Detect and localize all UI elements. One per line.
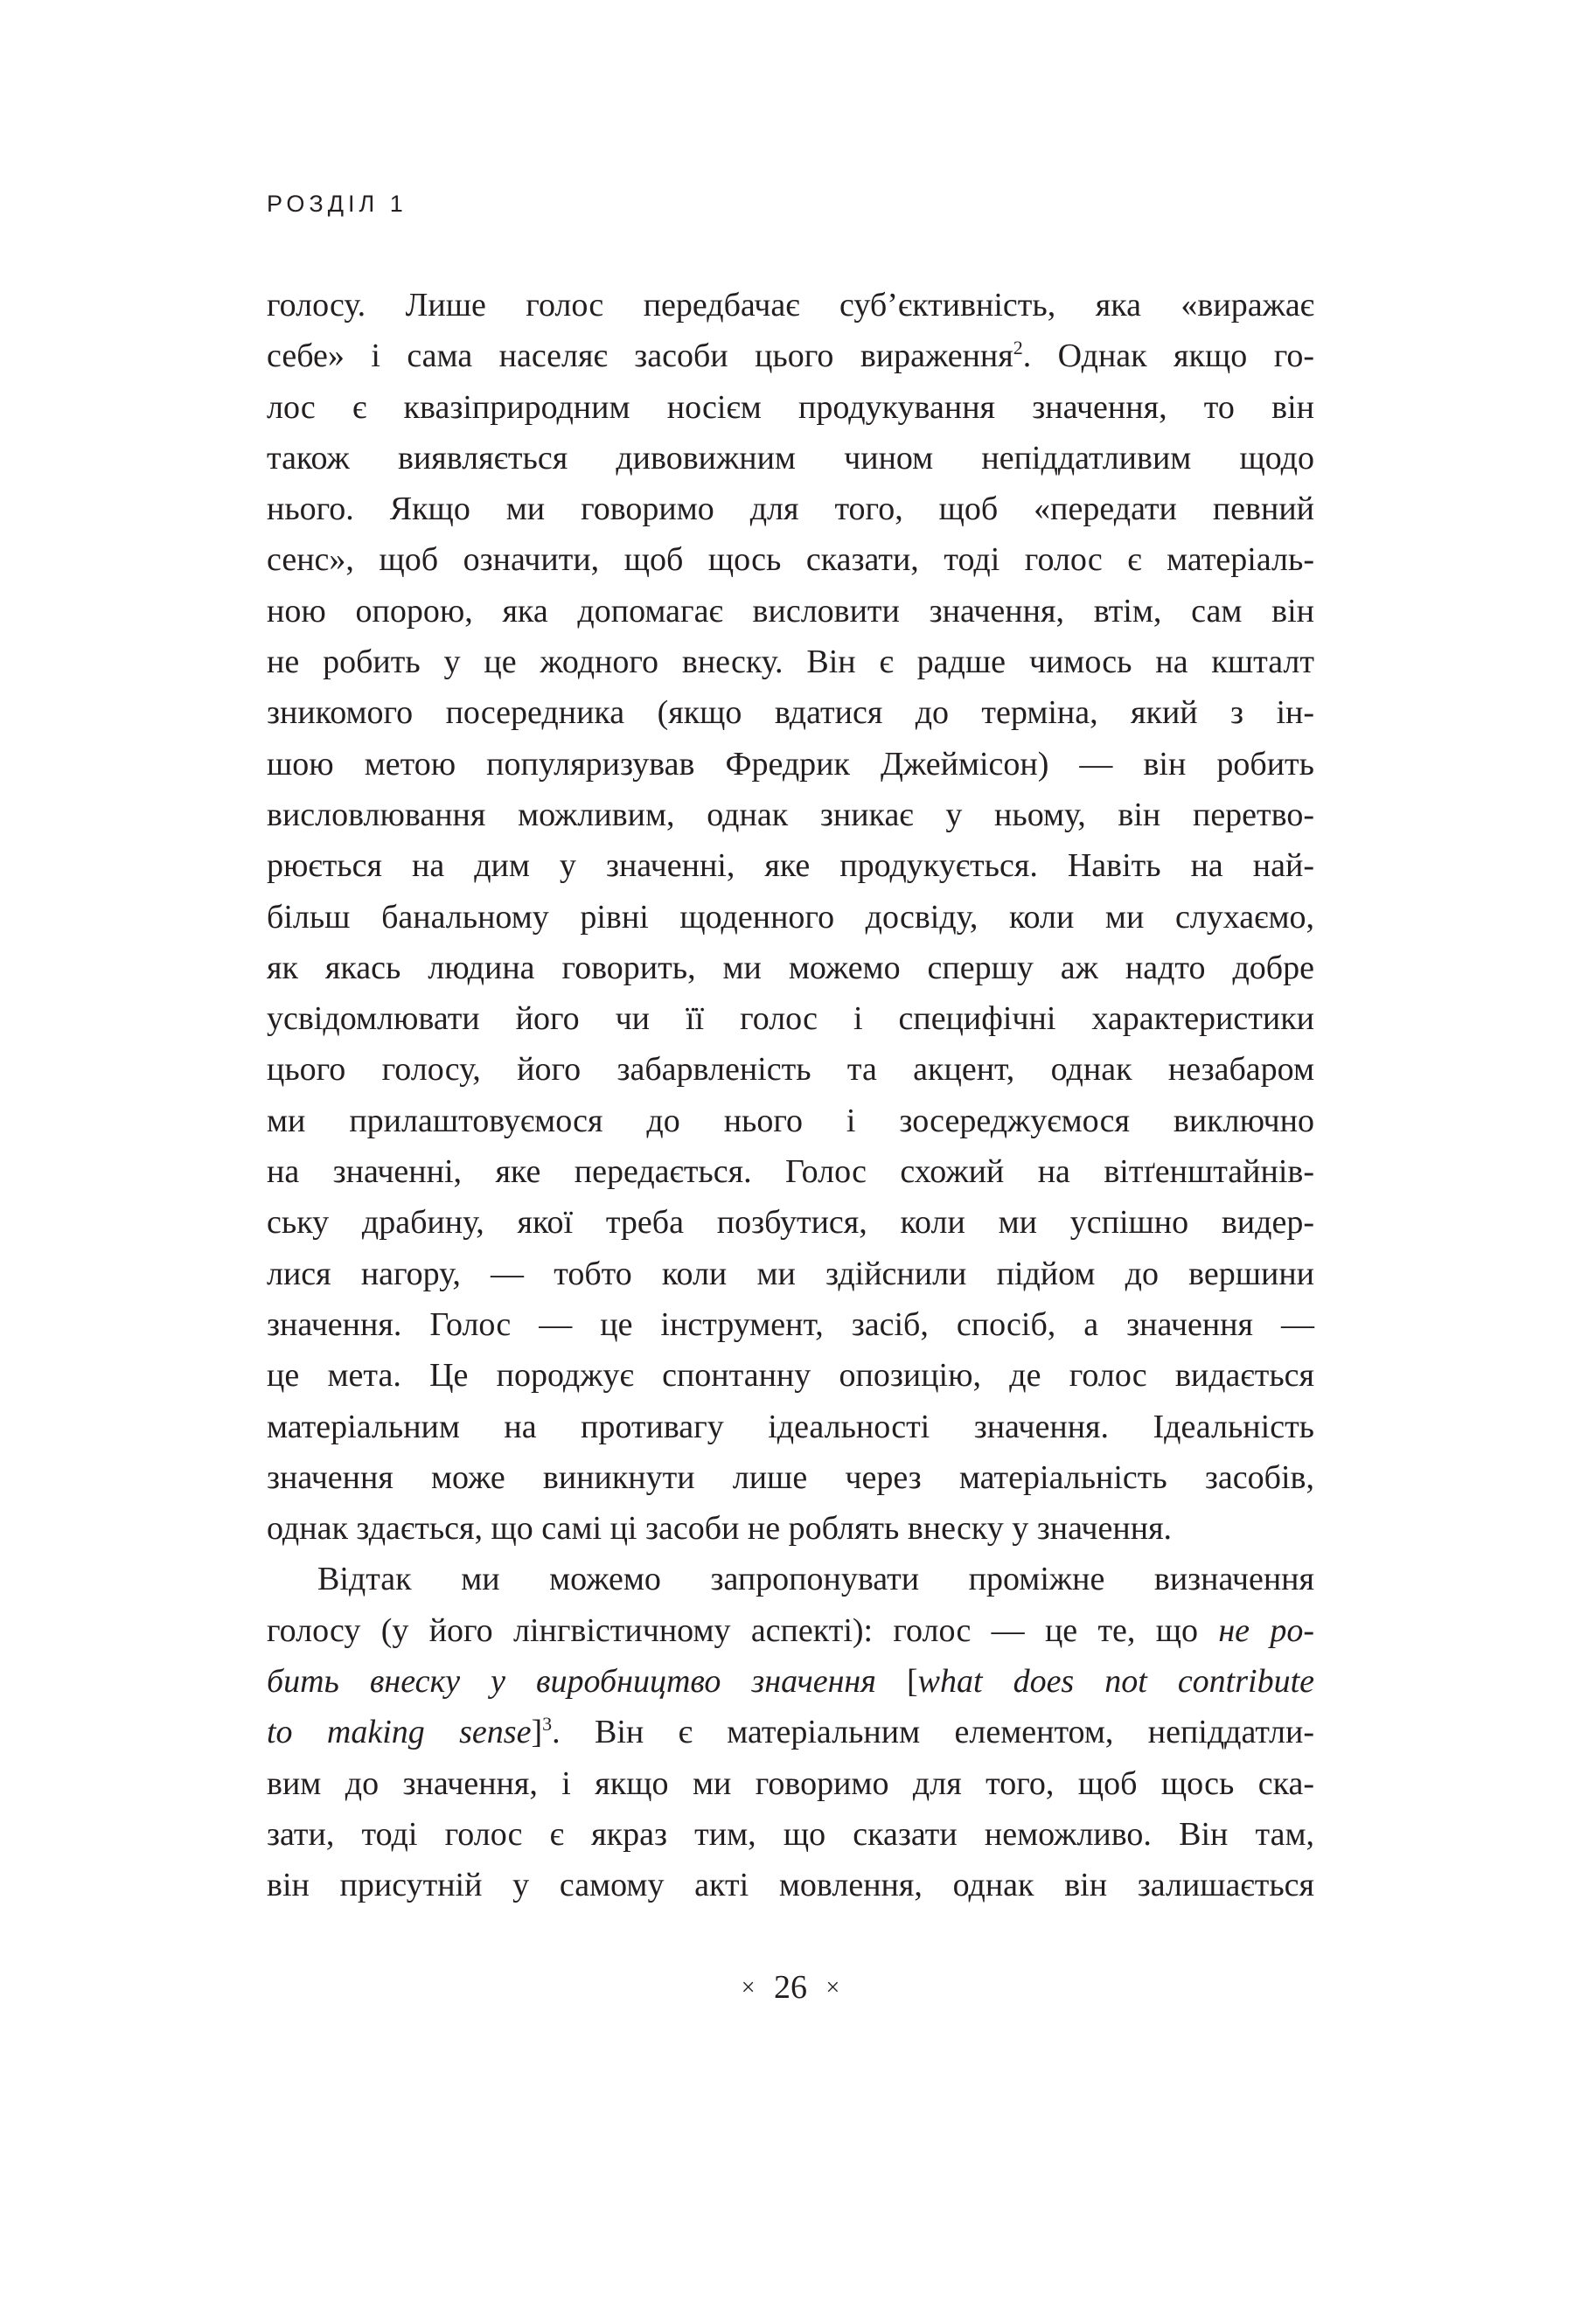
page-footer — [0, 1966, 1581, 2010]
english-gloss: what does not contribute — [917, 1663, 1315, 1701]
text-line: це мета. Це породжує спонтанну опозицію, де голос видається — [267, 1357, 1314, 1395]
text-line: ми прилаштовуємося до нього і зосереджуємося виключно — [267, 1102, 1314, 1139]
text-line: на значенні, яке передається. Голос схожий на вітґенштайнів- — [267, 1153, 1314, 1191]
paragraph-2 — [267, 1554, 1314, 1910]
text-line: голосу. Лише голос передбачає суб’єктивність, яка «виражає — [267, 287, 1314, 324]
text-line: ною опорою, яка допомагає висловити значення, втім, сам він — [267, 592, 1314, 630]
bracket-open: [ — [906, 1663, 918, 1701]
text-line: більш банальному рівні щоденного досвіду, коли ми слухаємо, — [267, 898, 1314, 936]
text-line — [267, 331, 1314, 381]
text-line: цього голосу, його забарвленість та акцент, однак незабаром — [267, 1051, 1314, 1089]
footnote-marker[interactable]: 3 — [542, 1713, 553, 1736]
italic-emphasis: не ро- — [1218, 1611, 1314, 1649]
text-line — [267, 1707, 1314, 1757]
text-line: шою метою популяризував Фредрик Джеймісон) — він робить — [267, 745, 1314, 783]
text-line-part: голосу (у його лінгвістичному аспекті): голос — це те, що — [267, 1611, 1198, 1649]
text-line-part: . Однак якщо го- — [1022, 337, 1314, 375]
text-line — [267, 1656, 1314, 1707]
text-line: лися нагору, — тобто коли ми здійснили підйом до вершини — [267, 1255, 1314, 1292]
text-line-part: себе» і сама населяє засоби цього вираження — [267, 337, 1013, 375]
text-line: значення може виникнути лише через матеріальність засобів, — [267, 1458, 1314, 1496]
text-line: ську драбину, якої треба позбутися, коли ми успішно видер- — [267, 1204, 1314, 1242]
text-line: також виявляється дивовижним чином непіддатливим щодо — [267, 439, 1314, 477]
text-line: усвідомлювати його чи її голос і специфічні характеристики — [267, 1000, 1314, 1038]
text-line: значення. Голос — це інструмент, засіб, спосіб, а значення — — [267, 1305, 1314, 1343]
text-line: матеріальним на противагу ідеальності значення. Ідеальність — [267, 1408, 1314, 1445]
body-text — [267, 280, 1314, 1911]
page-number: 26 — [774, 1969, 807, 2006]
text-line: Відтак ми можемо запропонувати проміжне визначення — [317, 1561, 1314, 1598]
text-line: висловлювання можливим, однак зникає у ньому, він перетво- — [267, 796, 1314, 833]
paragraph-1 — [267, 280, 1314, 1554]
text-line: вим до значення, і якщо ми говоримо для того, щоб щось ска- — [267, 1764, 1314, 1802]
italic-emphasis: бить внеску у виробництво значення — [267, 1663, 876, 1701]
text-line: однак здається, що самі ці засоби не роблять внеску у значення. — [267, 1510, 1173, 1548]
bracket-close: ] — [531, 1714, 543, 1751]
text-line — [267, 1605, 1314, 1656]
english-gloss: to making sense — [267, 1714, 532, 1751]
text-line: нього. Якщо ми говоримо для того, щоб «передати певний — [267, 491, 1314, 528]
running-head: РОЗДІЛ 1 — [267, 191, 407, 217]
text-line: зникомого посередника (якщо вдатися до терміна, який з ін- — [267, 694, 1314, 732]
text-line: не робить у це жодного внеску. Він є радше чимось на кшталт — [267, 644, 1314, 681]
text-line: сенс», щоб означити, щоб щось сказати, тоді голос є матеріаль- — [267, 541, 1314, 579]
text-line: лос є квазіприродним носієм продукування значення, то він — [267, 388, 1314, 426]
text-line-part: . Він є матеріальним елементом, непіддатли- — [552, 1714, 1314, 1751]
text-line: зати, тоді голос є якраз тим, що сказати неможливо. Він там, — [267, 1815, 1314, 1853]
text-line: він присутній у самому акті мовлення, однак він залишається — [267, 1867, 1314, 1904]
footnote-marker[interactable]: 2 — [1013, 337, 1023, 359]
ornament-right: × — [825, 1974, 840, 2001]
text-line: як якась людина говорить, ми можемо спершу аж надто добре — [267, 949, 1314, 986]
text-line: рюється на дим у значенні, яке продукується. Навіть на най- — [267, 847, 1314, 885]
ornament-left: × — [741, 1974, 756, 2001]
